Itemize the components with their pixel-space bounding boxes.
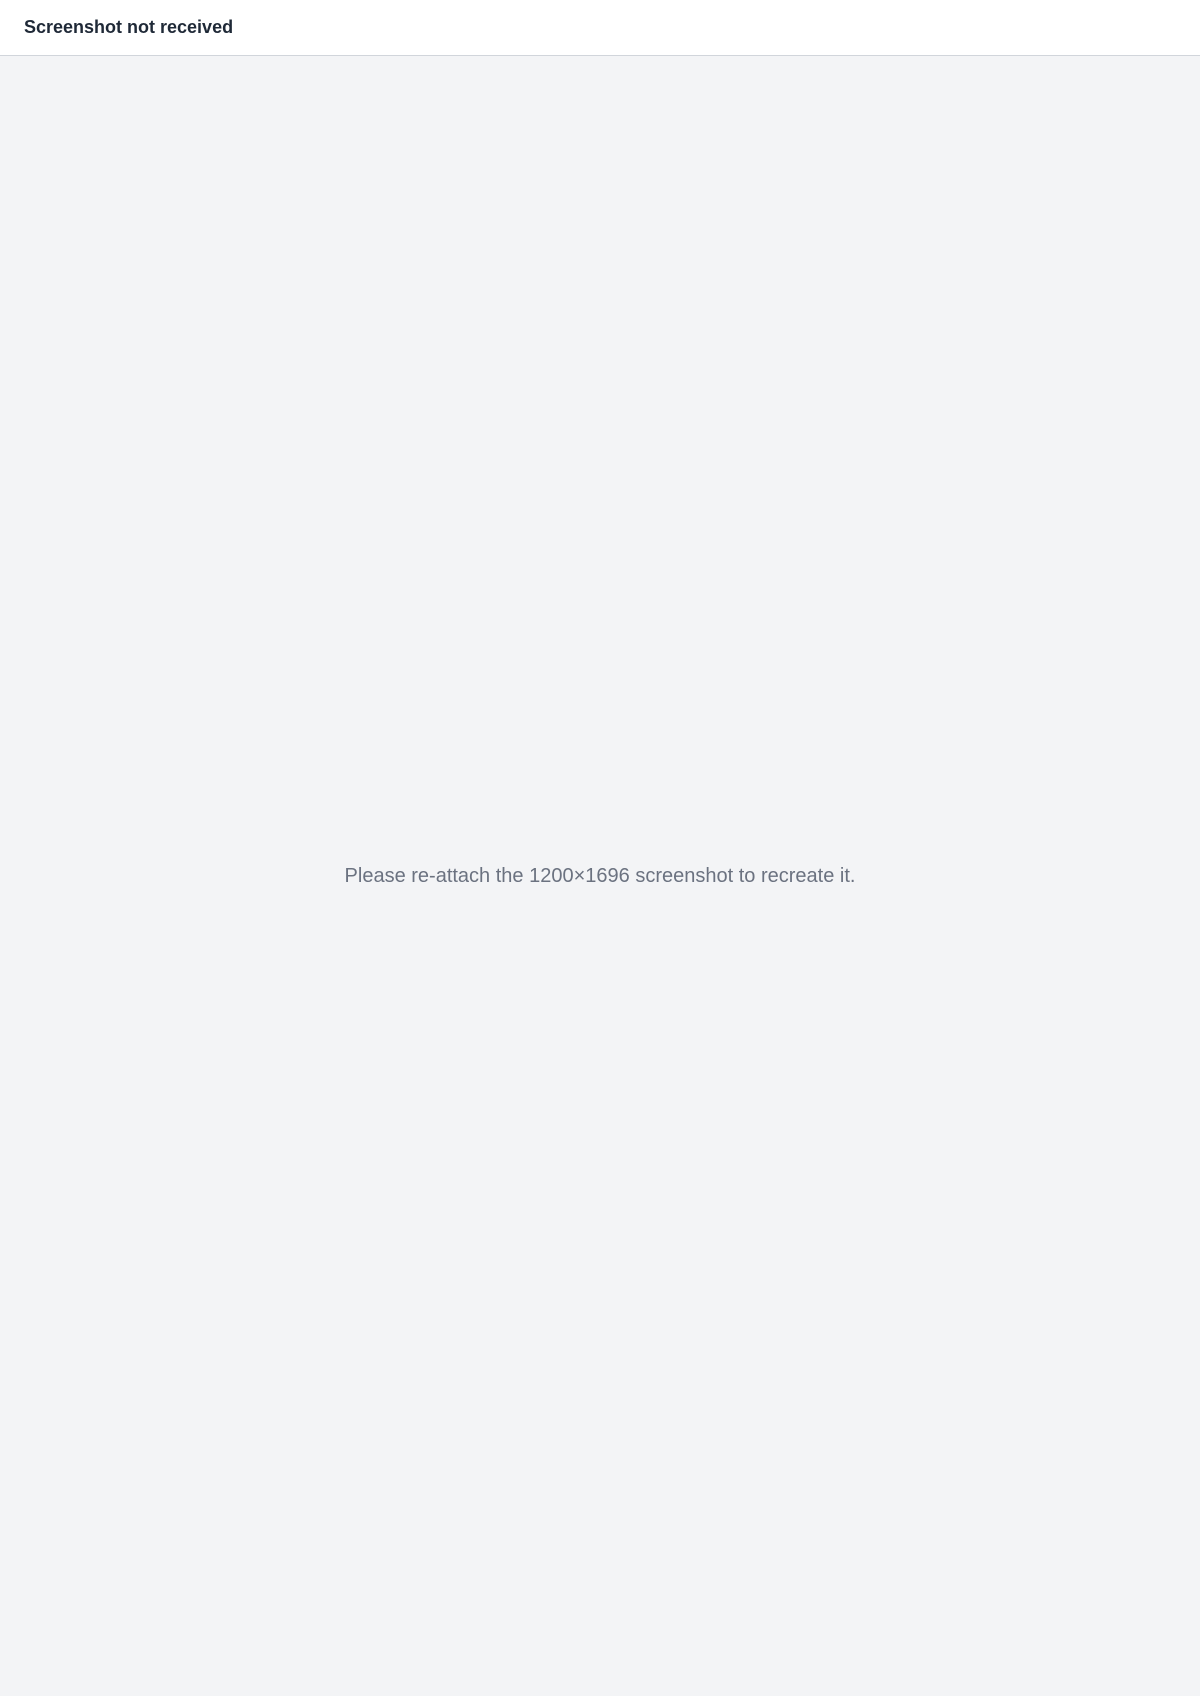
header — [0, 0, 1200, 56]
page-title: Screenshot not received — [24, 17, 234, 37]
main-area — [0, 56, 1200, 1696]
notice-text: Please re-attach the 1200×1696 screenshot to recreate it. — [344, 864, 856, 887]
